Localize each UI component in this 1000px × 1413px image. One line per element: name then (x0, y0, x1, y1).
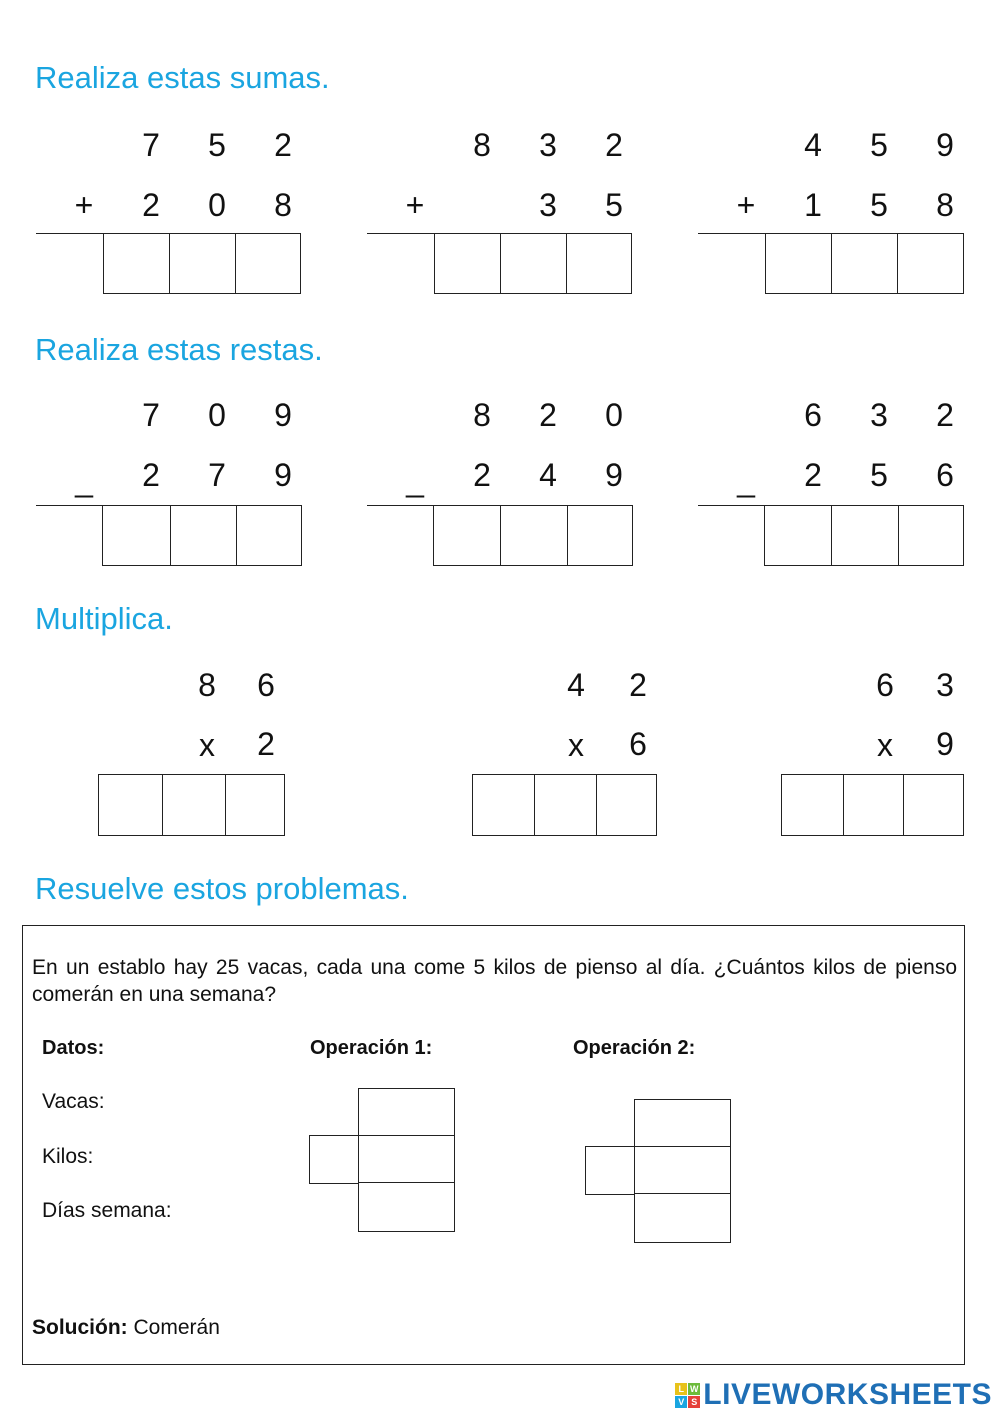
heading-problems: Resuelve estos problemas. (35, 871, 409, 906)
logo-text: LIVEWORKSHEETS (703, 1378, 992, 1411)
sub2-bottom-digit: 9 (605, 457, 623, 493)
operation-box[interactable] (634, 1193, 731, 1243)
mult2-top-digit: 4 (567, 667, 585, 703)
mult3-multiplier: 9 (936, 726, 954, 762)
plus-sign: + (405, 187, 425, 223)
mult2-multiplier: 6 (629, 726, 647, 762)
answer-box[interactable] (236, 505, 302, 566)
sum3-top-digit: 5 (870, 127, 888, 163)
sum1-bottom-digit: 2 (142, 187, 160, 223)
sum3-bottom-digit: 5 (870, 187, 888, 223)
answer-box[interactable] (764, 505, 832, 566)
answer-box[interactable] (235, 233, 301, 294)
sub2-bottom-digit: 4 (539, 457, 557, 493)
answer-box[interactable] (225, 774, 285, 836)
sub1-top-digit: 0 (208, 397, 226, 433)
sum2-top-digit: 8 (473, 127, 491, 163)
answer-box[interactable] (534, 774, 597, 836)
answer-box[interactable] (843, 774, 904, 836)
operation-2-label: Operación 2: (573, 1037, 696, 1059)
answer-box[interactable] (596, 774, 657, 836)
sum2-top-digit: 2 (605, 127, 623, 163)
sub3-top-digit: 2 (936, 397, 954, 433)
solution-line (32, 1314, 220, 1341)
answer-box[interactable] (765, 233, 832, 294)
logo-mark-icon (675, 1383, 700, 1408)
operation-box[interactable] (358, 1182, 455, 1232)
minus-sign: _ (406, 462, 424, 498)
plus-sign: + (736, 187, 756, 223)
answer-box[interactable] (500, 505, 568, 566)
sum3-top-digit: 4 (804, 127, 822, 163)
solution-text: Comerán (133, 1316, 220, 1339)
operation-box[interactable] (634, 1099, 731, 1148)
answer-box[interactable] (103, 233, 170, 294)
sub1-bottom-digit: 9 (274, 457, 292, 493)
mult1-top-digit: 6 (257, 667, 275, 703)
answer-box[interactable] (898, 505, 964, 566)
operation-box[interactable] (585, 1146, 636, 1195)
sub3-bottom-digit: 5 (870, 457, 888, 493)
sub2-top-digit: 0 (605, 397, 623, 433)
datos-label: Datos: (42, 1037, 105, 1059)
mult1-top-digit: 8 (198, 667, 216, 703)
sub1-top-digit: 7 (142, 397, 160, 433)
answer-box[interactable] (170, 505, 237, 566)
answer-box[interactable] (831, 233, 898, 294)
sum3-top-digit: 9 (936, 127, 954, 163)
sub1-top-digit: 9 (274, 397, 292, 433)
operation-box[interactable] (309, 1135, 360, 1184)
sub1-bottom-digit: 2 (142, 457, 160, 493)
logo-mark-cell: S (688, 1396, 700, 1408)
answer-box[interactable] (472, 774, 535, 836)
sum2-bottom-digit: 5 (605, 187, 623, 223)
answer-box[interactable] (500, 233, 567, 294)
answer-box[interactable] (781, 774, 844, 836)
answer-box[interactable] (169, 233, 236, 294)
heading-subtractions: Realiza estas restas. (35, 332, 323, 367)
heading-multiply: Multiplica. (35, 601, 173, 636)
times-sign: x (568, 727, 584, 763)
answer-box[interactable] (897, 233, 964, 294)
answer-box[interactable] (433, 505, 501, 566)
vacas-label: Vacas: (42, 1090, 105, 1113)
mult2-top-digit: 2 (629, 667, 647, 703)
sum3-bottom-digit: 8 (936, 187, 954, 223)
answer-box[interactable] (567, 505, 633, 566)
minus-sign: _ (737, 462, 755, 498)
sub2-bottom-digit: 2 (473, 457, 491, 493)
solution-label: Solución: (32, 1316, 128, 1339)
dias-semana-label: Días semana: (42, 1199, 172, 1222)
sum3-bottom-digit: 1 (804, 187, 822, 223)
sub2-top-digit: 2 (539, 397, 557, 433)
answer-box[interactable] (566, 233, 632, 294)
mult1-multiplier: 2 (257, 726, 275, 762)
sub1-bottom-digit: 7 (208, 457, 226, 493)
kilos-label: Kilos: (42, 1145, 94, 1168)
answer-box[interactable] (434, 233, 501, 294)
operation-1-label: Operación 1: (310, 1037, 433, 1059)
answer-box[interactable] (98, 774, 163, 836)
minus-sign: _ (75, 462, 93, 498)
operation-box[interactable] (358, 1135, 455, 1184)
sum1-top-digit: 2 (274, 127, 292, 163)
liveworksheets-logo (675, 1378, 992, 1412)
logo-mark-cell: W (690, 1383, 699, 1394)
mult3-top-digit: 6 (876, 667, 894, 703)
sub3-top-digit: 3 (870, 397, 888, 433)
plus-sign: + (74, 187, 94, 223)
answer-box[interactable] (102, 505, 171, 566)
sum1-bottom-digit: 8 (274, 187, 292, 223)
sub3-bottom-digit: 6 (936, 457, 954, 493)
logo-mark-cell: V (675, 1396, 687, 1408)
sub3-bottom-digit: 2 (804, 457, 822, 493)
heading-sums: Realiza estas sumas. (35, 60, 330, 95)
sub2-top-digit: 8 (473, 397, 491, 433)
sum2-top-digit: 3 (539, 127, 557, 163)
answer-box[interactable] (903, 774, 964, 836)
problem-statement: En un establo hay 25 vacas, cada una come 5 kilos de pienso al día. ¿Cuántos kilos de pienso comerán en una semana? (32, 956, 957, 1006)
sub3-top-digit: 6 (804, 397, 822, 433)
logo-mark-cell: L (675, 1383, 687, 1395)
sum1-top-digit: 7 (142, 127, 160, 163)
answer-box[interactable] (831, 505, 899, 566)
sum1-top-digit: 5 (208, 127, 226, 163)
operation-box[interactable] (358, 1088, 455, 1137)
sum1-bottom-digit: 0 (208, 187, 226, 223)
times-sign: x (877, 727, 893, 763)
mult3-top-digit: 3 (936, 667, 954, 703)
answer-box[interactable] (162, 774, 226, 836)
operation-box[interactable] (634, 1146, 731, 1195)
times-sign: x (199, 727, 215, 763)
sum2-bottom-digit: 3 (539, 187, 557, 223)
